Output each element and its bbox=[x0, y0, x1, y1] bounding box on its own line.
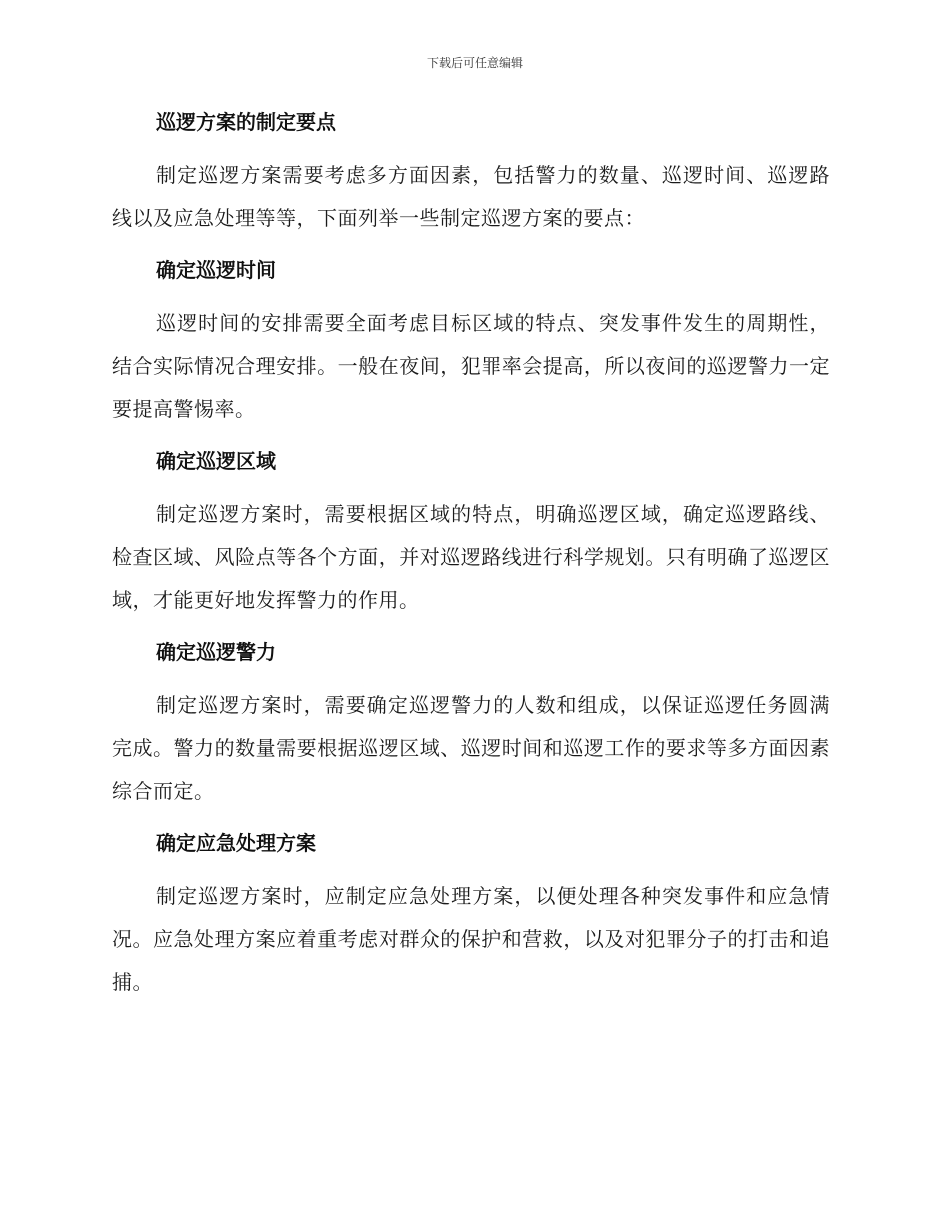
section-paragraph: 制定巡逻方案时，应制定应急处理方案，以便处理各种突发事件和应急情况。应急处理方案应着重考虑对群众的保护和营救，以及对犯罪分子的打击和追捕。 bbox=[112, 884, 830, 994]
document-body bbox=[112, 108, 830, 1020]
section-paragraph: 巡逻时间的安排需要全面考虑目标区域的特点、突发事件发生的周期性，结合实际情况合理安排。一般在夜间，犯罪率会提高，所以夜间的巡逻警力一定要提高警惕率。 bbox=[112, 311, 830, 421]
section-paragraph: 制定巡逻方案时，需要根据区域的特点，明确巡逻区域，确定巡逻路线、检查区域、风险点等各个方面，并对巡逻路线进行科学规划。只有明确了巡逻区域，才能更好地发挥警力的作用。 bbox=[112, 502, 830, 612]
section-heading: 巡逻方案的制定要点 bbox=[156, 110, 336, 134]
section-paragraph: 制定巡逻方案时，需要确定巡逻警力的人数和组成，以保证巡逻任务圆满完成。警力的数量需要根据巡逻区域、巡逻时间和巡逻工作的要求等多方面因素综合而定。 bbox=[112, 693, 830, 803]
section-paragraph: 制定巡逻方案需要考虑多方面因素，包括警力的数量、巡逻时间、巡逻路线以及应急处理等等，下面列举一些制定巡逻方案的要点： bbox=[112, 163, 830, 230]
section-heading: 确定巡逻警力 bbox=[156, 640, 276, 664]
header-note: 下载后可任意编辑 bbox=[426, 56, 523, 70]
section-heading: 确定巡逻时间 bbox=[156, 258, 276, 282]
section-heading: 确定巡逻区域 bbox=[156, 449, 276, 473]
section-heading: 确定应急处理方案 bbox=[156, 831, 316, 855]
